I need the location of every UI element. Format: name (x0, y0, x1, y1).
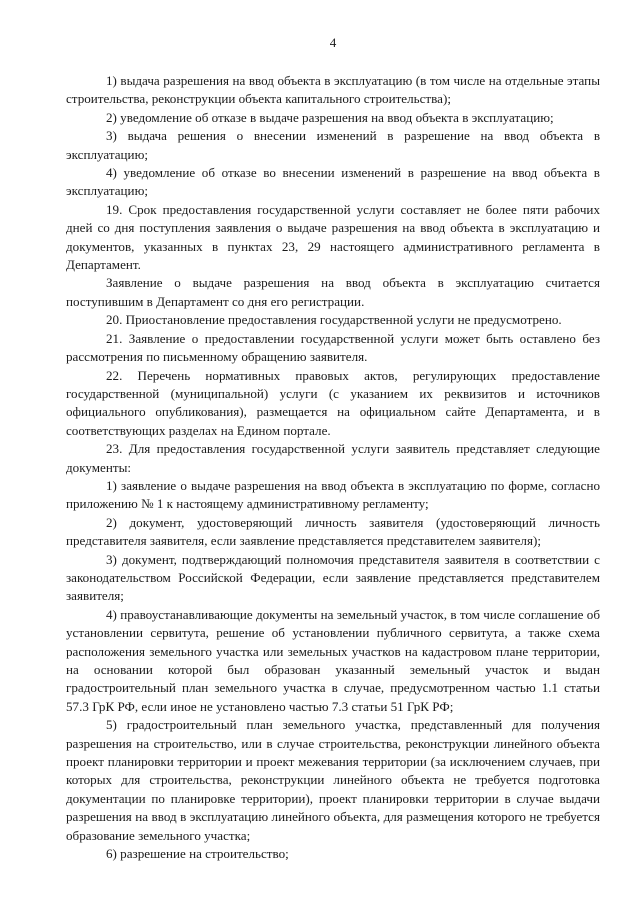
paragraph: 2) документ, удостоверяющий личность заявителя (удостоверяющий личность представителя заявителя, если заявление представляется представителем заявителя); (66, 514, 600, 549)
paragraph: 5) градостроительный план земельного участка, представленный для получения разрешения на строительство, или в случае строительства, реконструкции линейного объекта проект планировки территории и проект межевания территории (за исключением случаев, при которых для строительства, реконструкции линейного объекта не требуется подготовка документации по планировке территории), проект планировки территории в случае выдачи разрешения на ввод в эксплуатацию линейного объекта, для размещения которого не требуется образование земельного участка; (66, 717, 600, 843)
paragraph: 4) правоустанавливающие документы на земельный участок, в том числе соглашение об установлении сервитута, решение об установлении публичного сервитута, а также схема расположения земельного участка или земельных участков на кадастровом плане территории, на основании которой был образован указанный земельный участок и выдан градостроительный план земельного участка в случае, предусмотренном частью 1.1 статьи 57.3 ГрК РФ, если иное не установлено частью 7.3 статьи 51 ГрК РФ; (66, 606, 600, 714)
paragraph: 19. Срок предоставления государственной услуги составляет не более пяти рабочих дней со дня поступления заявления о выдаче разрешения на ввод объекта в эксплуатацию и документов, указанных в пунктах 23, 29 настоящего административного регламента в Департамент. (66, 201, 600, 273)
paragraph: 22. Перечень нормативных правовых актов, регулирующих предоставление государственной (муниципальной) услуги (с указанием их реквизитов и источников официального опубликования), размещается на официальном сайте Департамента, и в соответствующих разделах на Едином портале. (66, 367, 600, 438)
page-number: 4 (329, 35, 337, 50)
paragraph: 3) документ, подтверждающий полномочия представителя заявителя в соответствии с законодательством Российской Федерации, если заявление представляется представителем заявителя; (66, 551, 600, 604)
paragraph: 1) заявление о выдаче разрешения на ввод объекта в эксплуатацию по форме, согласно приложению № 1 к настоящему административному регламенту; (66, 477, 600, 512)
paragraph: 23. Для предоставления государственной услуги заявитель представляет следующие документы: (66, 441, 600, 475)
paragraph: 1) выдача разрешения на ввод объекта в эксплуатацию (в том числе на отдельные этапы строительства, реконструкции объекта капитального строительства); (66, 73, 600, 107)
document-body (66, 72, 600, 863)
paragraph: 21. Заявление о предоставлении государственной услуги может быть оставлено без рассмотрения по письменному обращению заявителя. (66, 330, 600, 365)
paragraph: 4) уведомление об отказе во внесении изменений в разрешение на ввод объекта в эксплуатацию; (66, 165, 600, 199)
paragraph: 6) разрешение на строительство; (106, 846, 289, 862)
paragraph: 20. Приостановление предоставления государственной услуги не предусмотрено. (106, 312, 562, 328)
paragraph: Заявление о выдаче разрешения на ввод объекта в эксплуатацию считается поступившим в Департамент со дня его регистрации. (66, 275, 600, 309)
paragraph: 2) уведомление об отказе в выдаче разрешения на ввод объекта в эксплуатацию; (106, 109, 554, 125)
paragraph: 3) выдача решения о внесении изменений в разрешение на ввод объекта в эксплуатацию; (66, 128, 600, 162)
